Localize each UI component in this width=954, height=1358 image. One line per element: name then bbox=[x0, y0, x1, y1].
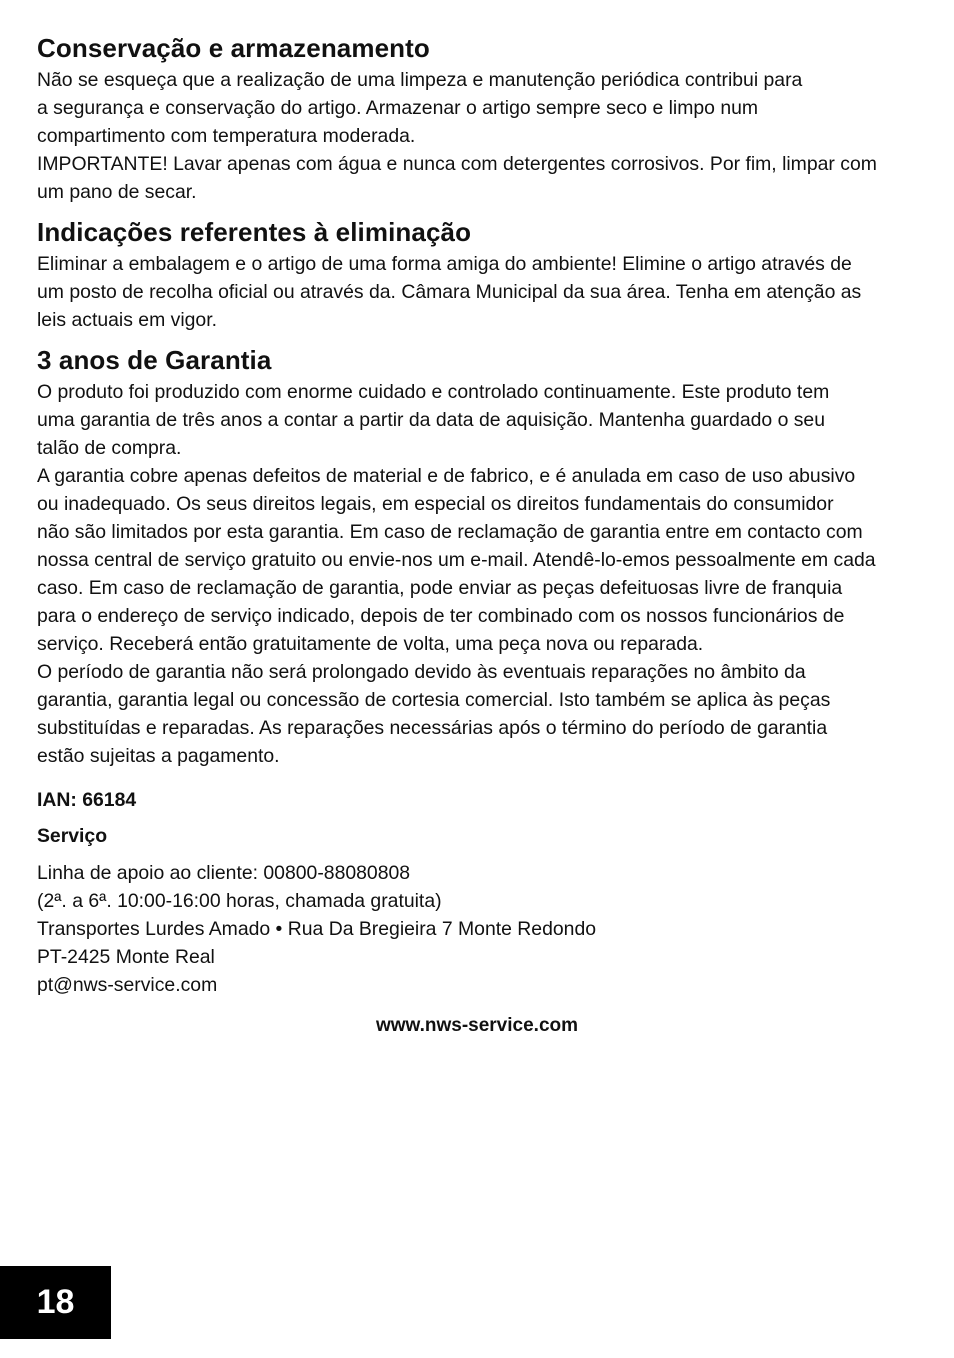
section-conservacao bbox=[37, 30, 917, 206]
text-line: O produto foi produzido com enorme cuidado e controlado continuamente. Este produto tem bbox=[37, 381, 830, 403]
service-address: Transportes Lurdes Amado • Rua Da Bregieira 7 Monte Redondo bbox=[37, 918, 597, 940]
ian-number: IAN: 66184 bbox=[37, 789, 137, 811]
text-line: O período de garantia não será prolongado devido às eventuais reparações no âmbito da bbox=[37, 661, 806, 683]
text-line: Eliminar a embalagem e o artigo de uma forma amiga do ambiente! Elimine o artigo através de bbox=[37, 253, 852, 275]
section-title-garantia: 3 anos de Garantia bbox=[37, 345, 272, 375]
text-line: IMPORTANTE! Lavar apenas com água e nunca com detergentes corrosivos. Por fim, limpar com bbox=[37, 153, 877, 175]
text-line: estão sujeitas a pagamento. bbox=[37, 745, 280, 767]
website-url-text: www.nws-service.com bbox=[375, 1015, 579, 1036]
service-city: PT-2425 Monte Real bbox=[37, 946, 215, 968]
text-line: nossa central de serviço gratuito ou envie-nos um e-mail. Atendê-lo-emos pessoalmente em cada bbox=[37, 549, 876, 571]
section-body-conservacao bbox=[37, 66, 917, 206]
service-hours: (2ª. a 6ª. 10:00-16:00 horas, chamada gratuita) bbox=[37, 890, 442, 912]
text-line: leis actuais em vigor. bbox=[37, 309, 217, 331]
service-email: pt@nws-service.com bbox=[37, 974, 218, 996]
text-line: ou inadequado. Os seus direitos legais, em especial os direitos fundamentais do consumidor bbox=[37, 493, 834, 515]
text-line: substituídas e reparadas. As reparações necessárias após o término do período de garantia bbox=[37, 717, 828, 739]
section-garantia bbox=[37, 342, 917, 770]
text-line: para o endereço de serviço indicado, depois de ter combinado com os nossos funcionários de bbox=[37, 605, 845, 627]
text-line: garantia, garantia legal ou concessão de cortesia comercial. Isto também se aplica às peças bbox=[37, 689, 831, 711]
document-page bbox=[37, 30, 917, 999]
service-contact bbox=[37, 859, 917, 999]
page-number: 18 bbox=[0, 1266, 111, 1339]
section-title-eliminacao: Indicações referentes à eliminação bbox=[37, 217, 472, 247]
text-line: uma garantia de três anos a contar a partir da data de aquisição. Mantenha guardado o seu bbox=[37, 409, 826, 431]
text-line: Não se esqueça que a realização de uma limpeza e manutenção periódica contribui para bbox=[37, 69, 803, 91]
section-eliminacao bbox=[37, 214, 917, 334]
service-title: Serviço bbox=[37, 825, 108, 847]
paragraph bbox=[37, 378, 917, 770]
text-line: não são limitados por esta garantia. Em caso de reclamação de garantia entre em contacto com bbox=[37, 521, 863, 543]
section-body-garantia bbox=[37, 378, 917, 770]
text-line: caso. Em caso de reclamação de garantia, pode enviar as peças defeituosas livre de franquia bbox=[37, 577, 843, 599]
text-line: a segurança e conservação do artigo. Armazenar o artigo sempre seco e limpo num bbox=[37, 97, 759, 119]
service-hotline: Linha de apoio ao cliente: 00800-88080808 bbox=[37, 862, 411, 884]
text-line: serviço. Receberá então gratuitamente de volta, uma peça nova ou reparada. bbox=[37, 633, 704, 655]
paragraph bbox=[37, 250, 917, 334]
text-line: A garantia cobre apenas defeitos de material e de fabrico, e é anulada em caso de uso abusivo bbox=[37, 465, 856, 487]
text-line: compartimento com temperatura moderada. bbox=[37, 125, 416, 147]
section-title-conservacao: Conservação e armazenamento bbox=[37, 33, 430, 63]
text-line: um posto de recolha oficial ou através da. Câmara Municipal da sua área. Tenha em atenção as bbox=[37, 281, 862, 303]
website-url bbox=[0, 1012, 954, 1040]
text-line: um pano de secar. bbox=[37, 181, 197, 203]
paragraph bbox=[37, 66, 917, 206]
text-line: talão de compra. bbox=[37, 437, 182, 459]
section-body-eliminacao bbox=[37, 250, 917, 334]
